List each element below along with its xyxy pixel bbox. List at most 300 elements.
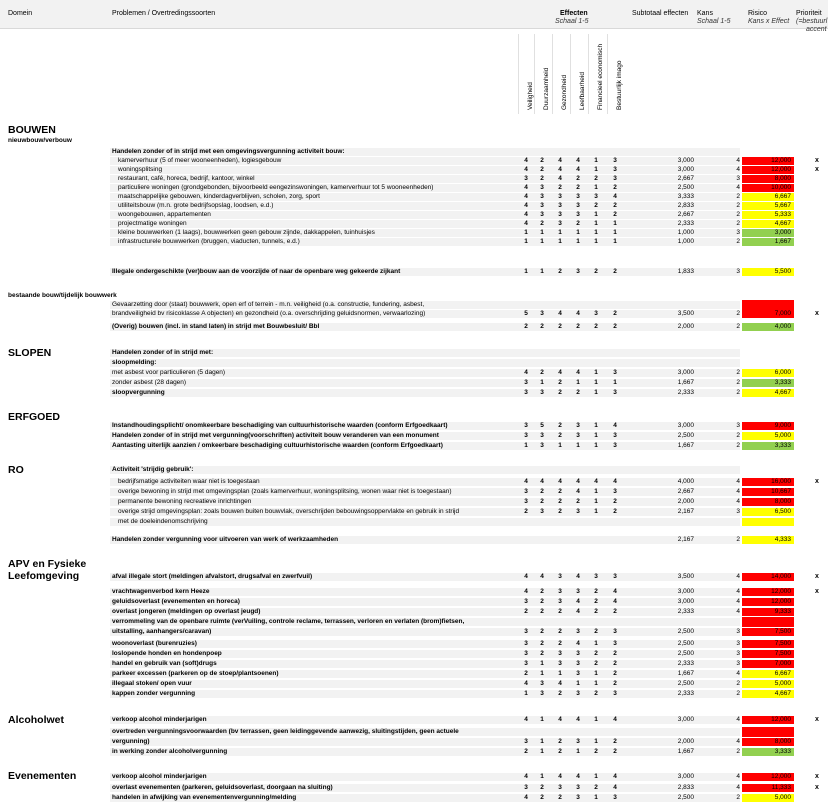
table-row	[0, 588, 828, 596]
effect-value: 2	[558, 488, 562, 495]
effect-col-label: Veiligheid	[527, 82, 534, 110]
domain-label: ERFGOED	[8, 411, 60, 423]
effect-value: 1	[594, 794, 598, 801]
effect-value: 2	[540, 220, 544, 227]
effect-value: 4	[524, 588, 528, 595]
risk-cell: 6,000	[742, 369, 794, 377]
risk-cell: 7,500	[742, 640, 794, 648]
effect-value: 3	[613, 794, 617, 801]
kans-value: 2	[736, 379, 740, 386]
problem-label: restaurant, café, horeca, bedrijf, kantoor, winkel	[118, 175, 255, 182]
problem-label: Gevaarzetting door (staat) bouwwerk, open erf of terrein - m.n. veiligheid (o.a. constructie, fundering, asbest,	[112, 301, 425, 308]
effect-value: 2	[613, 184, 617, 191]
effect-value: 1	[594, 716, 598, 723]
kans-value: 2	[736, 794, 740, 801]
risk-cell: 12,000	[742, 773, 794, 781]
kans-value: 3	[736, 660, 740, 667]
kans-value: 4	[736, 478, 740, 485]
effect-col-header	[607, 34, 624, 114]
effect-value: 2	[594, 608, 598, 615]
kans-value: 4	[736, 157, 740, 164]
risk-cell: 16,000	[742, 478, 794, 486]
problem-label: projectmatige woningen	[118, 220, 187, 227]
effect-value: 2	[594, 690, 598, 697]
risk-cell: 5,000	[742, 794, 794, 802]
subtotal-value: 2,000	[677, 738, 694, 745]
effect-value: 5	[524, 310, 528, 317]
problem-label: overtreden vergunningsvoorwaarden (bv terrassen, geen leidinggevende aanwezig, sluitingstijden, geen actuele	[112, 728, 459, 735]
kans-value: 3	[736, 628, 740, 635]
problem-label: vrachtwagenverbod kern Heeze	[112, 588, 210, 595]
effect-value: 2	[540, 157, 544, 164]
effect-value: 3	[558, 784, 562, 791]
effect-value: 4	[524, 716, 528, 723]
effect-value: 4	[613, 588, 617, 595]
risk-cell: 7,000	[742, 310, 794, 318]
effect-value: 3	[576, 650, 580, 657]
effect-value: 1	[594, 773, 598, 780]
effect-value: 3	[524, 598, 528, 605]
effect-value: 3	[524, 389, 528, 396]
effect-value: 2	[594, 588, 598, 595]
effect-value: 1	[524, 690, 528, 697]
table-row	[0, 536, 828, 544]
problem-label: (Overig) bouwen (incl. in stand laten) in strijd met Bouwbesluit/ Bbl	[112, 323, 320, 330]
problem-label: geluidsoverlast (evenementen en horeca)	[112, 598, 240, 605]
effect-value: 2	[558, 184, 562, 191]
effect-value: 4	[576, 598, 580, 605]
effect-value: 3	[613, 690, 617, 697]
kans-value: 4	[736, 773, 740, 780]
effect-value: 1	[540, 238, 544, 245]
effect-value: 4	[558, 716, 562, 723]
effect-value: 4	[540, 478, 544, 485]
subtotal-value: 3,000	[677, 166, 694, 173]
header-prioriteit-sub2: accent	[806, 26, 827, 33]
subtotal-value: 1,833	[677, 268, 694, 275]
table-row	[0, 558, 828, 570]
effect-value: 2	[613, 323, 617, 330]
risk-cell: 12,000	[742, 716, 794, 724]
effect-value: 1	[524, 442, 528, 449]
effect-value: 4	[558, 157, 562, 164]
table-row	[0, 640, 828, 648]
header-prioriteit: Prioriteit	[796, 10, 822, 17]
effect-value: 3	[558, 193, 562, 200]
effect-value: 3	[558, 598, 562, 605]
kans-value: 2	[736, 211, 740, 218]
kans-value: 2	[736, 432, 740, 439]
row-bg	[513, 148, 740, 156]
risk-cell: 5,000	[742, 680, 794, 688]
effect-value: 4	[524, 478, 528, 485]
problem-label: overige bewoning in strijd met omgevingsplan (zoals kamerverhuur, woningsplitsing, wonen waar niet is toegestaan)	[118, 488, 452, 495]
table-row	[0, 389, 828, 397]
effect-value: 3	[540, 310, 544, 317]
priority-mark: x	[815, 157, 819, 164]
kans-value: 2	[736, 690, 740, 697]
effect-value: 2	[558, 608, 562, 615]
effect-value: 1	[594, 166, 598, 173]
problem-label: verkoop alcohol minderjarigen	[112, 773, 207, 780]
effect-value: 1	[613, 238, 617, 245]
header-subtotaal: Subtotaal effecten	[632, 10, 689, 17]
effect-value: 3	[576, 268, 580, 275]
header-prioriteit-sub: (=bestuurl	[796, 18, 828, 25]
subdomain-label: nieuwbouw/verbouw	[8, 137, 72, 144]
effect-col-label: Gezondheid	[561, 74, 568, 110]
effect-value: 2	[558, 323, 562, 330]
risk-cell	[742, 617, 794, 627]
table-row	[0, 784, 828, 792]
header-kans: Kans	[697, 10, 713, 17]
effect-value: 4	[613, 422, 617, 429]
effect-value: 1	[594, 379, 598, 386]
effect-value: 3	[558, 220, 562, 227]
subtotal-value: 1,667	[677, 670, 694, 677]
effect-value: 4	[576, 166, 580, 173]
problem-label: Activiteit 'strijdig gebruik':	[112, 466, 194, 473]
effect-value: 4	[524, 184, 528, 191]
effect-value: 2	[540, 640, 544, 647]
problem-label: brandveiligheid bv risicoklasse A objecten) en gezondheid (o.a. overschrijding geluidsnormen, verwaarlozing)	[112, 310, 426, 317]
effect-value: 1	[594, 508, 598, 515]
effect-value: 4	[576, 488, 580, 495]
effect-value: 3	[540, 432, 544, 439]
effect-value: 2	[558, 748, 562, 755]
effect-value: 2	[540, 598, 544, 605]
table-row	[0, 137, 828, 146]
effect-col-header	[588, 34, 605, 114]
priority-mark: x	[815, 478, 819, 485]
kans-value: 4	[736, 738, 740, 745]
table-row	[0, 728, 828, 736]
row-bg	[110, 389, 513, 397]
effect-value: 2	[558, 432, 562, 439]
kans-value: 4	[736, 166, 740, 173]
table-row	[0, 310, 828, 318]
problem-label: bedrijfsmatige activiteiten waar niet is toegestaan	[118, 478, 260, 485]
subtotal-value: 1,667	[677, 748, 694, 755]
effect-value: 3	[524, 432, 528, 439]
risk-cell: 4,333	[742, 536, 794, 544]
table-row	[0, 573, 828, 581]
domain-label: Evenementen	[8, 770, 77, 782]
effect-value: 4	[576, 608, 580, 615]
subtotal-value: 2,667	[677, 211, 694, 218]
domain-label: RO	[8, 464, 24, 476]
subtotal-value: 2,333	[677, 389, 694, 396]
risk-cell: 9,000	[742, 422, 794, 430]
kans-value: 2	[736, 193, 740, 200]
kans-value: 4	[736, 784, 740, 791]
effect-value: 3	[524, 175, 528, 182]
effect-value: 1	[540, 738, 544, 745]
risk-cell: 7,000	[742, 660, 794, 668]
table-row	[0, 794, 828, 802]
effect-value: 3	[576, 422, 580, 429]
subtotal-value: 1,667	[677, 442, 694, 449]
effect-value: 3	[576, 670, 580, 677]
row-bg	[513, 301, 740, 309]
table-row	[0, 166, 828, 174]
effect-value: 2	[540, 166, 544, 173]
risk-cell: 5,333	[742, 211, 794, 219]
table-row	[0, 628, 828, 636]
effect-value: 3	[558, 650, 562, 657]
subtotal-value: 3,333	[677, 193, 694, 200]
table-row	[0, 598, 828, 606]
subtotal-value: 2,000	[677, 498, 694, 505]
problem-label: overige strijd omgevingsplan: zoals bouwen buiten bouwvlak, overschrijden bebouwingsoppervlakte en gebruik in strijd	[118, 508, 460, 515]
effect-value: 4	[558, 680, 562, 687]
row-bg	[513, 728, 740, 736]
effect-value: 2	[558, 379, 562, 386]
table-row	[0, 193, 828, 201]
subtotal-value: 1,667	[677, 379, 694, 386]
effect-value: 1	[558, 238, 562, 245]
effect-value: 4	[576, 157, 580, 164]
effect-value: 2	[558, 268, 562, 275]
effect-value: 4	[524, 794, 528, 801]
effect-value: 3	[540, 211, 544, 218]
effect-value: 3	[540, 442, 544, 449]
effect-value: 3	[613, 628, 617, 635]
effect-value: 2	[576, 220, 580, 227]
priority-mark: x	[815, 310, 819, 317]
row-bg	[110, 738, 513, 746]
effect-value: 3	[524, 498, 528, 505]
table-row	[0, 202, 828, 210]
problem-label: overlast jongeren (meldingen op overlast jeugd)	[112, 608, 261, 615]
effect-value: 3	[524, 628, 528, 635]
effect-value: 2	[558, 628, 562, 635]
subtotal-value: 3,500	[677, 573, 694, 580]
effect-value: 3	[540, 184, 544, 191]
row-bg	[513, 349, 740, 357]
problem-label: sloopmelding:	[112, 359, 157, 366]
risk-cell: 12,000	[742, 166, 794, 174]
effect-value: 2	[613, 748, 617, 755]
risk-cell: 11,333	[742, 784, 794, 792]
effect-value: 2	[540, 488, 544, 495]
risk-cell: 9,333	[742, 608, 794, 616]
effect-value: 4	[576, 369, 580, 376]
effect-value: 3	[540, 202, 544, 209]
effect-value: 3	[576, 660, 580, 667]
domain-label: Leefomgeving	[8, 570, 80, 582]
effect-value: 3	[524, 640, 528, 647]
subtotal-value: 1,000	[677, 229, 694, 236]
kans-value: 2	[736, 680, 740, 687]
table-row	[0, 660, 828, 668]
effect-value: 2	[576, 323, 580, 330]
effect-value: 1	[576, 442, 580, 449]
problem-label: utiliteitsbouw (m.n. grote bedrijfsopslag, loodsen, e.d.)	[118, 202, 274, 209]
kans-value: 2	[736, 202, 740, 209]
risk-cell: 3,000	[742, 229, 794, 237]
effect-value: 2	[594, 784, 598, 791]
problem-label: sloopvergunning	[112, 389, 165, 396]
risk-cell	[742, 727, 794, 737]
kans-value: 4	[736, 598, 740, 605]
kans-value: 2	[736, 442, 740, 449]
subtotal-value: 3,000	[677, 588, 694, 595]
effect-value: 2	[594, 660, 598, 667]
effect-value: 3	[613, 488, 617, 495]
effect-value: 3	[613, 175, 617, 182]
effect-col-label: Financieel economisch	[597, 43, 604, 110]
kans-value: 4	[736, 498, 740, 505]
effect-value: 2	[540, 498, 544, 505]
table-row	[0, 608, 828, 616]
effect-value: 1	[558, 442, 562, 449]
problem-label: illegaal stoken/ open vuur	[112, 680, 192, 687]
risk-cell: 10,667	[742, 488, 794, 496]
risk-cell: 5,000	[742, 432, 794, 440]
subtotal-value: 2,000	[677, 323, 694, 330]
table-row	[0, 323, 828, 331]
effect-value: 1	[540, 379, 544, 386]
kans-value: 3	[736, 229, 740, 236]
effect-value: 1	[594, 211, 598, 218]
effect-value: 3	[594, 573, 598, 580]
effect-value: 3	[540, 690, 544, 697]
problem-label: kleine bouwwerken (1 laags), bouwwerken geen gebouw zijnde, dakkappelen, tuinhuisjes	[118, 229, 375, 236]
domain-label: Alcoholwet	[8, 714, 65, 726]
effect-value: 3	[613, 369, 617, 376]
effect-value: 3	[576, 794, 580, 801]
effect-value: 4	[558, 773, 562, 780]
effect-value: 2	[613, 211, 617, 218]
effect-col-label: Bestuurlijk imago	[616, 60, 623, 110]
effect-value: 4	[613, 784, 617, 791]
problem-label: verrommeling van de openbare ruimte (verVuiling, controle reclame, terrassen, verloren en verlaten (brom)fietsen,	[112, 618, 465, 625]
effect-value: 4	[613, 773, 617, 780]
table-row	[0, 248, 828, 264]
effect-value: 2	[613, 310, 617, 317]
risk-cell: 4,667	[742, 220, 794, 228]
problem-label: Handelen zonder of in strijd met vergunning(voorschriften) activiteit bouw veranderen van een monument	[112, 432, 439, 439]
table-row	[0, 680, 828, 688]
effect-value: 2	[540, 369, 544, 376]
subtotal-value: 2,500	[677, 184, 694, 191]
effect-value: 3	[524, 738, 528, 745]
problem-label: woonoverlast (burenruzies)	[112, 640, 197, 647]
effect-value: 3	[524, 784, 528, 791]
effect-value: 2	[540, 175, 544, 182]
effect-value: 2	[524, 748, 528, 755]
row-bg	[513, 618, 740, 626]
effect-value: 1	[594, 229, 598, 236]
subtotal-value: 2,500	[677, 640, 694, 647]
subtotal-value: 2,333	[677, 660, 694, 667]
risk-cell: 4,667	[742, 690, 794, 698]
effect-value: 3	[558, 211, 562, 218]
effect-value: 4	[524, 680, 528, 687]
effect-value: 2	[594, 323, 598, 330]
kans-value: 2	[736, 369, 740, 376]
table-row	[0, 238, 828, 246]
effect-value: 3	[576, 432, 580, 439]
effect-value: 2	[594, 268, 598, 275]
header-schaal-effecten: Schaal 1-5	[555, 18, 589, 25]
effect-value: 4	[613, 598, 617, 605]
problem-label: permanente bewoning recreatieve inrichtingen	[118, 498, 252, 505]
subtotal-value: 3,000	[677, 598, 694, 605]
table-row	[0, 518, 828, 526]
effect-value: 3	[613, 442, 617, 449]
problem-label: uitstalling, aanhangers/caravan)	[112, 628, 212, 635]
kans-value: 3	[736, 508, 740, 515]
subtotal-value: 2,333	[677, 690, 694, 697]
risk-cell: 6,667	[742, 670, 794, 678]
effect-value: 3	[540, 508, 544, 515]
problem-label: maatschappelijke gebouwen, kinderdagverblijven, scholen, zorg, sport	[118, 193, 320, 200]
table-row	[0, 432, 828, 440]
table-row	[0, 488, 828, 496]
priority-mark: x	[815, 166, 819, 173]
subtotal-value: 2,833	[677, 202, 694, 209]
effect-value: 3	[576, 193, 580, 200]
kans-value: 2	[736, 323, 740, 330]
effect-value: 2	[524, 323, 528, 330]
effect-value: 2	[594, 748, 598, 755]
effect-value: 1	[594, 220, 598, 227]
table-row	[0, 379, 828, 387]
kans-value: 2	[736, 310, 740, 317]
effect-value: 2	[594, 175, 598, 182]
header-kans-x-effect: Kans x Effect	[748, 18, 790, 25]
subdomain-label: bestaande bouw/tijdelijk bouwwerk	[8, 292, 117, 299]
effect-value: 1	[576, 229, 580, 236]
effect-value: 4	[524, 193, 528, 200]
risk-cell: 4,000	[742, 323, 794, 331]
effect-value: 3	[524, 422, 528, 429]
subtotal-value: 2,333	[677, 220, 694, 227]
kans-value: 4	[736, 184, 740, 191]
effect-value: 2	[540, 650, 544, 657]
subtotal-value: 3,000	[677, 369, 694, 376]
effect-value: 3	[558, 660, 562, 667]
row-bg	[110, 166, 513, 174]
effect-value: 2	[558, 422, 562, 429]
effect-value: 4	[558, 166, 562, 173]
effect-value: 1	[594, 488, 598, 495]
risk-cell: 6,667	[742, 193, 794, 201]
effect-value: 2	[540, 784, 544, 791]
effect-value: 1	[524, 268, 528, 275]
effect-value: 1	[594, 670, 598, 677]
subtotal-value: 2,500	[677, 432, 694, 439]
table-row	[0, 292, 828, 300]
risk-cell: 3,333	[742, 379, 794, 387]
effect-value: 4	[613, 193, 617, 200]
effect-value: 2	[613, 268, 617, 275]
effect-value: 1	[594, 238, 598, 245]
kans-value: 2	[736, 220, 740, 227]
effect-value: 3	[613, 640, 617, 647]
table-row	[0, 184, 828, 192]
effect-value: 2	[540, 588, 544, 595]
kans-value: 4	[736, 608, 740, 615]
subtotal-value: 2,500	[677, 628, 694, 635]
table-row	[0, 773, 828, 781]
effect-value: 2	[576, 389, 580, 396]
effect-value: 3	[613, 573, 617, 580]
risk-cell: 4,667	[742, 389, 794, 397]
effect-value: 4	[524, 166, 528, 173]
